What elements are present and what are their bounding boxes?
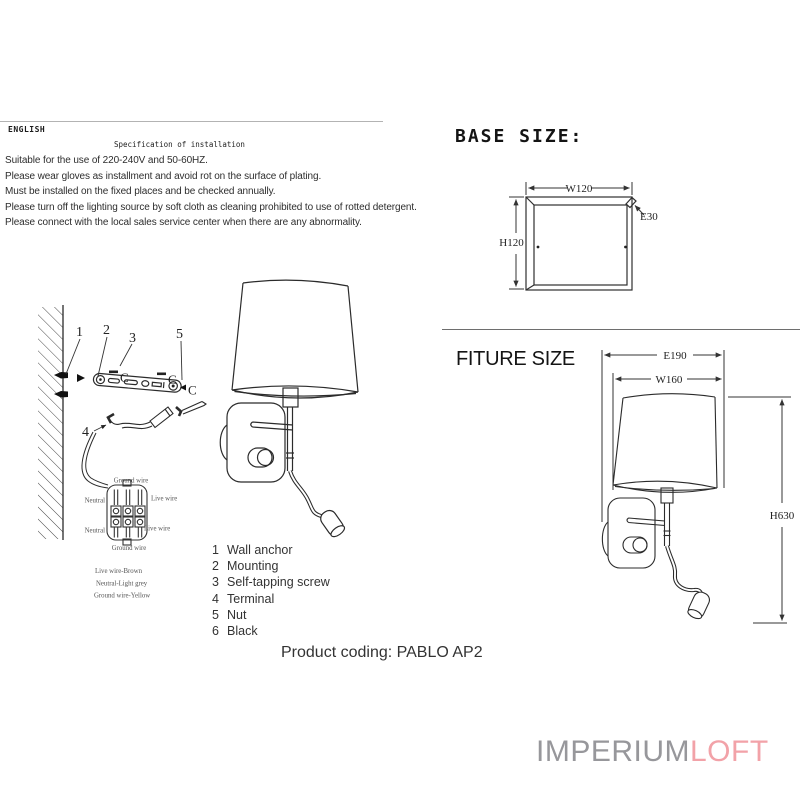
instruction-line: Please wear gloves as installment and avoid rot on the surface of plating. bbox=[5, 170, 322, 182]
part-label: Black bbox=[227, 623, 258, 638]
base-dimension-lines bbox=[509, 182, 644, 289]
installation-diagram bbox=[30, 295, 215, 610]
driver-box bbox=[150, 407, 173, 428]
base-plate-drawing bbox=[526, 197, 636, 290]
parts-list-item bbox=[212, 574, 330, 590]
instruction-line: Please turn off the lighting source by soft cloth as cleaning prohibited to use of rotted detergent. bbox=[5, 201, 417, 213]
lamp-illustration bbox=[195, 265, 395, 565]
fiture-size-title: FITURE SIZE bbox=[456, 348, 575, 370]
screw-shaft bbox=[109, 371, 118, 374]
parts-list-item bbox=[212, 542, 330, 558]
wall-plate bbox=[227, 403, 285, 482]
plate-side-bump bbox=[220, 425, 227, 460]
toggle-switch bbox=[248, 448, 274, 467]
wiring-label-live-top: Live wire bbox=[151, 495, 178, 503]
parts-list bbox=[212, 542, 330, 639]
english-box-border bbox=[0, 121, 383, 122]
wiring-label-ground-bottom: Ground wire bbox=[111, 545, 147, 552]
section-divider bbox=[442, 329, 800, 330]
direction-arrow bbox=[77, 374, 85, 382]
screw-hole-left bbox=[537, 246, 540, 249]
base-size-title: BASE SIZE: bbox=[455, 126, 584, 147]
instruction-line: Please connect with the local sales service center when there are any abnormality. bbox=[5, 217, 362, 229]
part-label: Wall anchor bbox=[227, 543, 293, 557]
callout-5: 5 bbox=[176, 327, 183, 342]
fiture-lamp-drawing bbox=[602, 394, 717, 568]
part-number: 5 bbox=[212, 607, 219, 622]
gooseneck bbox=[667, 546, 701, 597]
part-label: Self-tapping screw bbox=[227, 575, 330, 590]
clip-glyph: C bbox=[188, 382, 197, 398]
screw-hole-right bbox=[624, 246, 627, 249]
dim-w120-label: W120 bbox=[565, 183, 593, 195]
clip-glyph: C bbox=[168, 372, 177, 387]
plate-side-bump bbox=[602, 522, 608, 556]
terminal-block bbox=[107, 477, 149, 545]
callout-4: 4 bbox=[82, 425, 89, 440]
toggle-switch bbox=[623, 537, 647, 553]
brand-name-imperium: IMPERIUM bbox=[536, 735, 690, 768]
wiring-label-live-bottom: Live wire bbox=[144, 525, 171, 533]
wiring-label-neutral-bottom: Neutral bbox=[84, 527, 105, 535]
language-label: ENGLISH bbox=[8, 125, 46, 134]
lamp-shade bbox=[232, 280, 358, 398]
parts-list-item bbox=[212, 607, 330, 623]
part-number: 3 bbox=[212, 575, 219, 590]
wire-legend-ground: Ground wire-Yellow bbox=[94, 592, 151, 600]
edge-thickness-mark bbox=[626, 198, 636, 208]
dim-e30-label: E30 bbox=[640, 211, 658, 223]
parts-list-item bbox=[212, 558, 330, 574]
wire-legend-live: Live wire-Brown bbox=[95, 568, 142, 575]
lamp-shade bbox=[613, 394, 717, 493]
dim-e190-label: E190 bbox=[663, 350, 687, 362]
callout-1: 1 bbox=[76, 325, 83, 340]
product-coding: Product coding: PABLO AP2 bbox=[281, 644, 483, 661]
wall-plate bbox=[608, 498, 655, 568]
wiring-label-neutral-top: Neutral bbox=[84, 497, 105, 505]
dim-h630-label: H630 bbox=[769, 510, 795, 522]
reading-light-head bbox=[318, 508, 346, 539]
part-label: Terminal bbox=[227, 591, 275, 606]
fiture-dimension-lines bbox=[602, 350, 791, 623]
wire-legend-neutral: Neutral-Light grey bbox=[96, 580, 148, 588]
spec-subtitle: Specification of installation bbox=[114, 140, 245, 149]
wiring-label-ground-top: Ground wire bbox=[113, 477, 149, 485]
reading-light-head bbox=[686, 590, 712, 621]
base-size-diagram bbox=[495, 178, 667, 300]
parts-list-item bbox=[212, 623, 330, 639]
driver-and-wires bbox=[82, 402, 206, 489]
brand-name-loft: LOFT bbox=[690, 735, 769, 768]
support-arm bbox=[627, 518, 665, 526]
part-number: 1 bbox=[212, 543, 219, 557]
part-number: 4 bbox=[212, 591, 219, 606]
callout-3: 3 bbox=[129, 331, 136, 346]
part-number: 6 bbox=[212, 623, 219, 638]
part-label: Mounting bbox=[227, 559, 279, 574]
callout-2: 2 bbox=[103, 323, 110, 338]
part-label: Nut bbox=[227, 607, 247, 622]
installation-instructions bbox=[5, 153, 475, 231]
brand-logo bbox=[536, 735, 769, 769]
dim-w160-label: W160 bbox=[655, 374, 683, 386]
instruction-line: Suitable for the use of 220-240V and 50-60HZ. bbox=[5, 155, 208, 166]
screw-shaft bbox=[157, 373, 166, 376]
fiture-size-diagram bbox=[595, 345, 800, 637]
dim-h120-label: H120 bbox=[499, 237, 524, 249]
support-arm bbox=[251, 422, 293, 430]
instruction-line: Must be installed on the fixed places and be checked annually. bbox=[5, 186, 276, 198]
part-number: 2 bbox=[212, 559, 219, 574]
gooseneck bbox=[290, 471, 321, 516]
clip-glyph: C bbox=[120, 370, 129, 385]
wall-hatching bbox=[38, 307, 63, 539]
parts-list-item bbox=[212, 591, 330, 607]
